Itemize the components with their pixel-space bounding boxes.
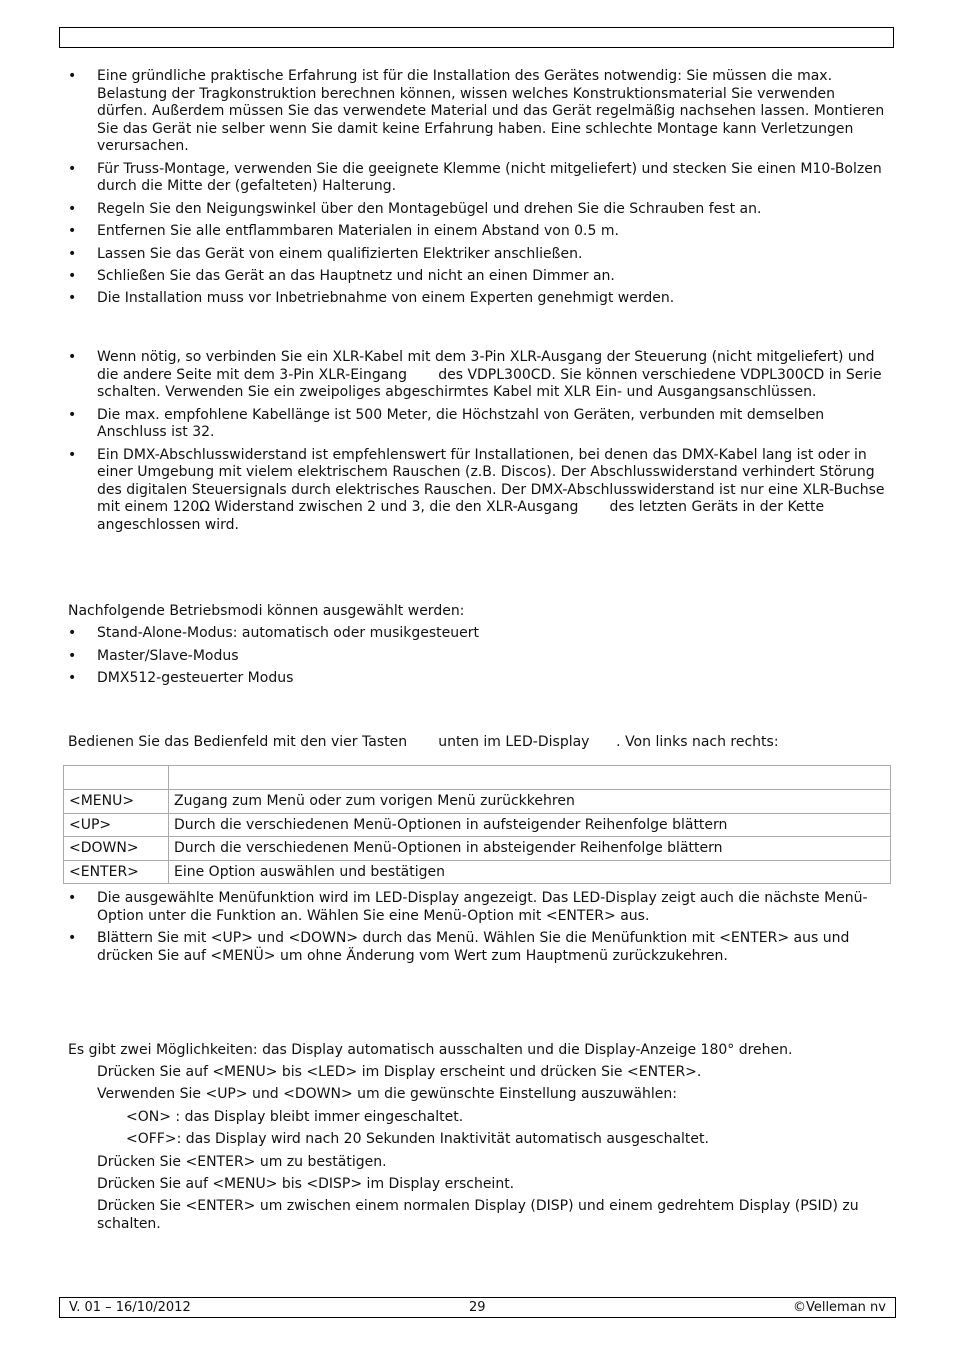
display-intro: Es gibt zwei Möglichkeiten: das Display automatisch ausschalten und die Display-Anzeige 180° drehen. [68, 1042, 793, 1058]
list-item: • Die max. empfohlene Kabellänge ist 500 Meter, die Höchstzahl von Geräten, verbunden mit demselben Anschluss ist 32. [68, 407, 888, 442]
table-header-cell [169, 766, 891, 790]
list-item: • Stand-Alone-Modus: automatisch oder musikgesteuert [68, 625, 888, 643]
modes-list [68, 625, 888, 687]
dmx-section [68, 349, 888, 539]
footer-copyright: ©Velleman nv [792, 1300, 886, 1315]
table-header-cell [64, 766, 169, 790]
desc-cell: Eine Option auswählen und bestätigen [169, 860, 891, 884]
footer-page-number: 29 [469, 1300, 486, 1315]
table-row [64, 813, 891, 837]
list-item: • Blättern Sie mit <UP> und <DOWN> durch das Menü. Wählen Sie die Menüfunktion mit <ENTER> aus und drücken Sie auf <MENÜ> um ohne Änderung vom Wert zum Hauptmenü zurückzukehren. [68, 930, 888, 965]
key-cell: <DOWN> [64, 837, 169, 861]
list-item: • Die ausgewählte Menüfunktion wird im LED-Display angezeigt. Das LED-Display zeigt auch die nächste Menü-Option unter die Funktion an. Wählen Sie eine Menü-Option mit <ENTER> aus. [68, 890, 888, 925]
step-item: Drücken Sie auf <MENU> bis <LED> im Display erscheint und drücken Sie <ENTER>. [97, 1064, 702, 1080]
modes-section [68, 603, 888, 693]
table-header-row [64, 766, 891, 790]
step-item: Drücken Sie auf <MENU> bis <DISP> im Display erscheint. [97, 1175, 515, 1192]
footer-version: V. 01 – 16/10/2012 [69, 1300, 191, 1315]
key-cell: <MENU> [64, 790, 169, 814]
list-item: • Entfernen Sie alle entflammbaren Materialen in einem Abstand von 0.5 m. [68, 223, 888, 241]
display-section [68, 1042, 888, 1060]
desc-cell: Durch die verschiedenen Menü-Optionen in aufsteigender Reihenfolge blättern [169, 813, 891, 837]
panel-section [68, 734, 888, 752]
installation-section [68, 68, 888, 313]
list-item: • Eine gründliche praktische Erfahrung ist für die Installation des Gerätes notwendig: Sie müssen die max. Belastung der Tragkonstruktion berechnen können, wissen welches Konstruktionsmaterial Sie verwenden dürfen. Außerdem müssen Sie das verwendete Material und das Gerät regelmäßig nachsehen lassen. Montieren Sie das Gerät nie selber wenn Sie damit keine Erfahrung haben. Eine schlechte Montage kann Verletzungen verursachen. [68, 68, 888, 156]
modes-intro: Nachfolgende Betriebsmodi können ausgewählt werden: [68, 603, 465, 619]
table-row [64, 837, 891, 861]
desc-cell: Zugang zum Menü oder zum vorigen Menü zurückkehren [169, 790, 891, 814]
step-item: Drücken Sie <ENTER> um zu bestätigen. [97, 1153, 387, 1170]
installation-list [68, 68, 888, 308]
key-cell: <ENTER> [64, 860, 169, 884]
list-item: • Master/Slave-Modus [68, 648, 888, 666]
dmx-list [68, 349, 888, 535]
step-subitem: <ON> : das Display bleibt immer eingeschaltet. [126, 1108, 464, 1125]
header-box [59, 27, 894, 48]
list-item: • Die Installation muss vor Inbetriebnahme von einem Experten genehmigt werden. [68, 290, 888, 308]
step-subitem: <OFF>: das Display wird nach 20 Sekunden Inaktivität automatisch ausgeschaltet. [126, 1131, 709, 1148]
list-item: • Ein DMX-Abschlusswiderstand ist empfehlenswert für Installationen, bei denen das DMX-Kabel lang ist oder in einer Umgebung mit vielem elektrischem Rauschen (z.B. Discos). Der Abschlusswiderstand verhindert Störung des digitalen Steuersignals durch elektrisches Rauschen. Der DMX-Abschlusswiderstand ist nur eine XLR-Buchse mit einem 120Ω Widerstand zwischen 2 und 3, die den XLR-Ausgang des letzten Geräts in der Kette angeschlossen wird. [68, 447, 888, 535]
panel-intro: Bedienen Sie das Bedienfeld mit den vier Tasten unten im LED-Display . Von links nach rechts: [68, 734, 779, 750]
list-item: • Für Truss-Montage, verwenden Sie die geeignete Klemme (nicht mitgeliefert) und stecken Sie einen M10-Bolzen durch die Mitte der (gefalteten) Halterung. [68, 161, 888, 196]
list-item: • Wenn nötig, so verbinden Sie ein XLR-Kabel mit dem 3-Pin XLR-Ausgang der Steuerung (nicht mitgeliefert) und die andere Seite mit dem 3-Pin XLR-Eingang des VDPL300CD. Sie können verschiedene VDPL300CD in Serie schalten. Verwenden Sie ein zweipoliges abgeschirmtes Kabel mit XLR Ein- und Ausgangsanschlüssen. [68, 349, 888, 402]
step-item: Verwenden Sie <UP> und <DOWN> um die gewünschte Einstellung auszuwählen: [97, 1086, 677, 1103]
list-item: • Regeln Sie den Neigungswinkel über den Montagebügel und drehen Sie die Schrauben fest an. [68, 201, 888, 219]
keys-table [63, 765, 891, 884]
key-cell: <UP> [64, 813, 169, 837]
list-item: • Schließen Sie das Gerät an das Hauptnetz und nicht an einen Dimmer an. [68, 268, 888, 286]
page-footer [59, 1297, 896, 1318]
table-row [64, 790, 891, 814]
display-steps [97, 1064, 887, 1238]
list-item: • DMX512-gesteuerter Modus [68, 670, 888, 688]
panel-notes [68, 890, 888, 970]
desc-cell: Durch die verschiedenen Menü-Optionen in absteigender Reihenfolge blättern [169, 837, 891, 861]
panel-notes-list [68, 890, 888, 965]
list-item: • Lassen Sie das Gerät von einem qualifizierten Elektriker anschließen. [68, 246, 888, 264]
table-row [64, 860, 891, 884]
step-item: Drücken Sie <ENTER> um zwischen einem normalen Display (DISP) und einem gedrehtem Display (PSID) zu schalten. [97, 1198, 859, 1232]
